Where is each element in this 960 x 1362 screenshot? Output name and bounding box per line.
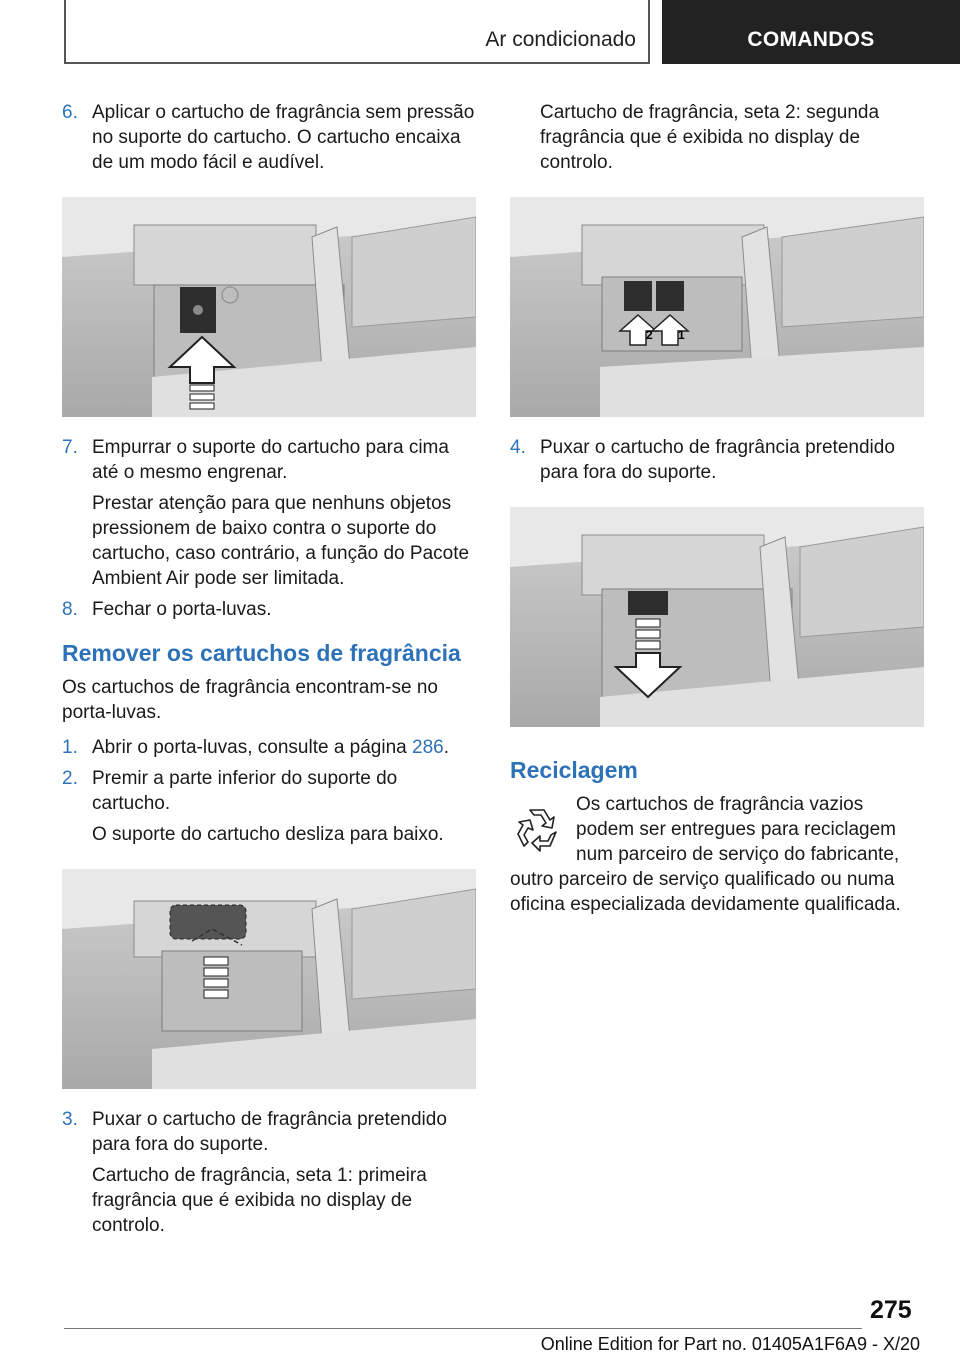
step-7	[62, 435, 476, 485]
recycle-icon	[510, 798, 566, 858]
page-link[interactable]: 286	[412, 737, 444, 758]
heading-remove-cartridges: Remover os cartuchos de fragrância	[62, 640, 461, 666]
recycling-paragraph	[510, 792, 924, 917]
step-number: 8.	[62, 599, 78, 620]
chapter-tab: COMANDOS	[662, 0, 960, 64]
figure-cartridge-arrows	[510, 197, 924, 417]
figure-press-holder	[62, 869, 476, 1089]
recycling-text: Os cartuchos de fragrância vazios podem ser entregues para reciclagem num parceiro de serviço do fabricante, outro parceiro de serviço qualificado ou numa oficina especializada devidamente qualificada.	[510, 794, 901, 915]
step-3-note-continued: Cartucho de fragrância, seta 2: segunda fragrância que é exibida no display de controlo.	[540, 102, 880, 173]
step-text	[92, 735, 476, 760]
step-text: Puxar o cartucho de fragrância pretendido para fora do suporte.	[540, 437, 895, 483]
header-rule-bottom	[64, 62, 650, 64]
step-text: Fechar o porta-luvas.	[92, 599, 272, 620]
section-title: Ar condicionado	[485, 28, 636, 51]
figure-insert-cartridge	[62, 197, 476, 417]
footer-rule	[64, 1328, 862, 1329]
step-text: Puxar o cartucho de fragrância pretendido para fora do suporte.	[92, 1109, 447, 1155]
step-number: 2.	[62, 768, 78, 789]
arrow-label-2: 2	[646, 328, 653, 342]
step-6	[62, 100, 476, 175]
step-text: Aplicar o cartucho de fragrância sem pressão no suporte do cartucho. O cartucho encaixa de um modo fácil e audível.	[92, 102, 475, 173]
arrow-label-1: 1	[678, 328, 685, 342]
heading-recycling: Reciclagem	[510, 757, 638, 783]
step-1	[62, 735, 476, 760]
step-text: Empurrar o suporte do cartucho para cima até o mesmo engrenar.	[92, 437, 449, 483]
edition-footer: Online Edition for Part no. 01405A1F6A9 - X/20	[540, 1334, 920, 1354]
step-8	[62, 597, 476, 622]
step-3	[62, 1107, 476, 1157]
step-text: Premir a parte inferior do suporte do cartucho.	[92, 768, 398, 814]
step-2	[62, 766, 476, 816]
left-column	[62, 100, 476, 1244]
step-7-note: Prestar atenção para que nenhuns objetos pressionem de baixo contra o suporte do cartucho, caso contrário, a função do Pacote Ambient Air pode ser limitada.	[92, 493, 470, 589]
step-4	[510, 435, 924, 485]
intro-text: Os cartuchos de fragrância encontram-se no porta-luvas.	[62, 677, 438, 723]
step-3-note: Cartucho de fragrância, seta 1: primeira fragrância que é exibida no display de controlo.	[92, 1165, 427, 1236]
step-number: 4.	[510, 437, 526, 458]
step-2-note: O suporte do cartucho desliza para baixo.	[92, 824, 444, 845]
header-rule-right	[648, 0, 650, 64]
figure-pull-cartridge	[510, 507, 924, 727]
step-text-part: .	[443, 737, 449, 758]
step-number: 1.	[62, 737, 78, 758]
page-number: 275	[870, 1296, 912, 1324]
step-text-part: Abrir o porta-luvas, consulte a página	[92, 737, 413, 758]
step-number: 6.	[62, 102, 78, 123]
right-column	[510, 100, 924, 927]
step-number: 7.	[62, 437, 78, 458]
step-number: 3.	[62, 1109, 78, 1130]
